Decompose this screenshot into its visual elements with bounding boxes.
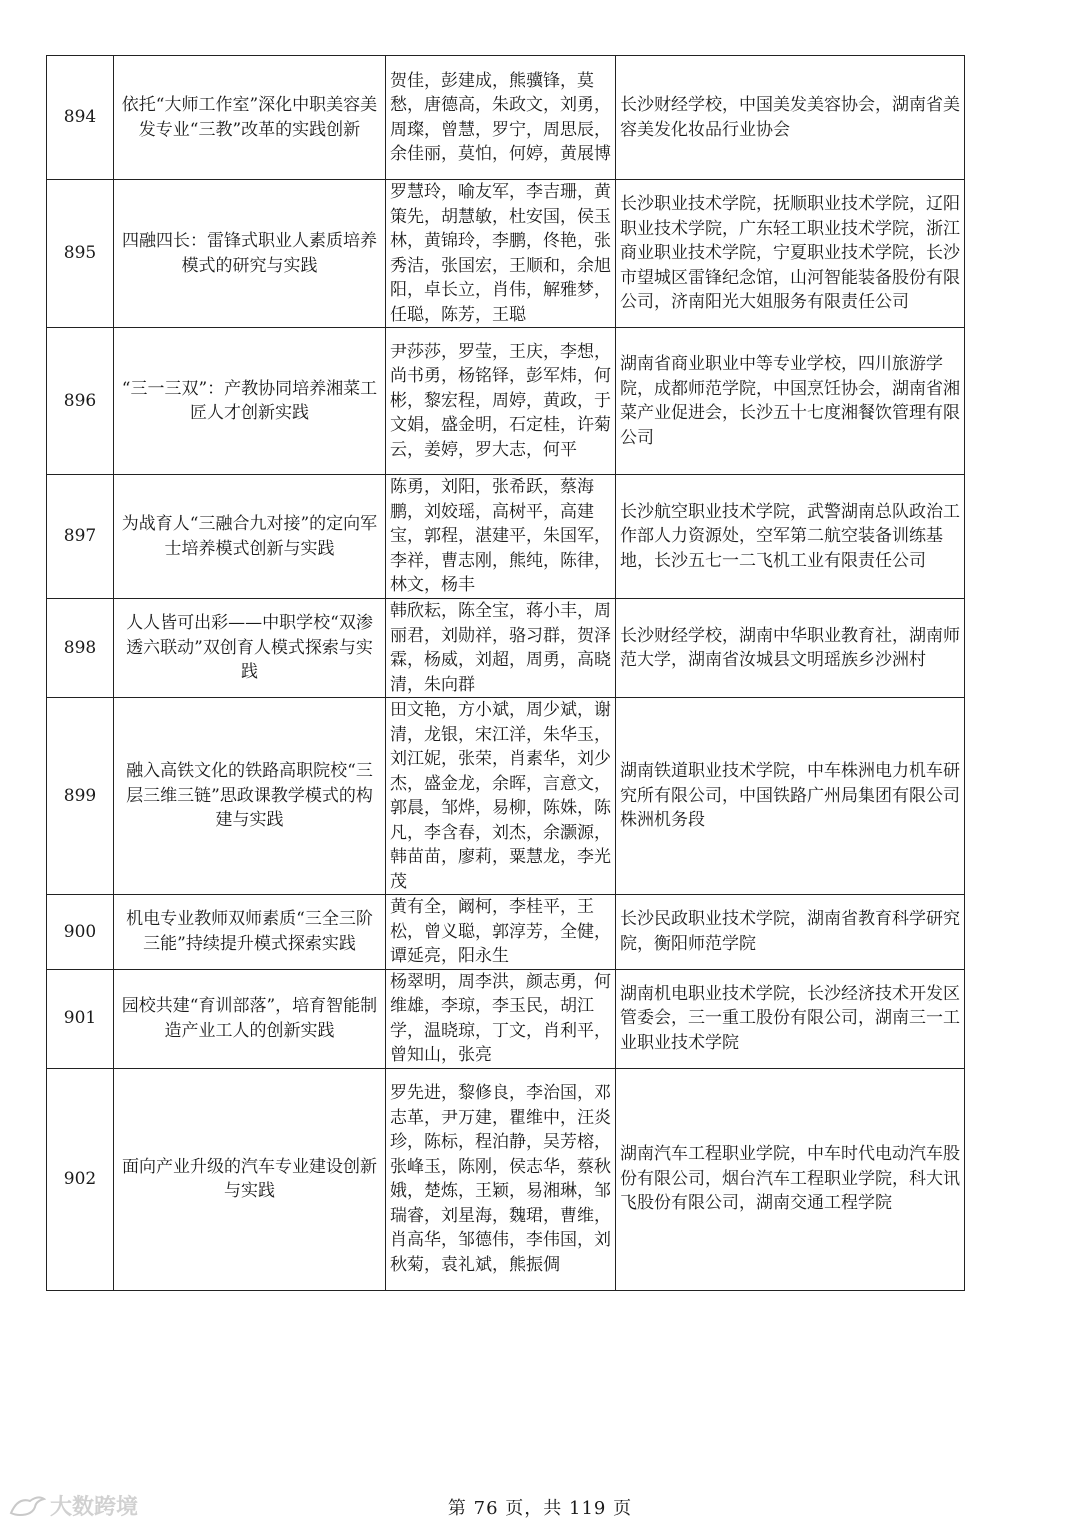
row-number: 898 [47, 599, 114, 698]
row-number: 900 [47, 895, 114, 970]
member-names: 贺佳，彭建成，熊骥锋，莫愁，唐德高，朱政文，刘勇，周璨，曾慧，罗宁，周思辰，余佳丽，莫怕，何婷，黄展博 [390, 70, 611, 164]
project-title: 人人皆可出彩——中职学校“双渗透六联动”双创育人模式探索与实践 [126, 613, 373, 683]
row-number: 901 [47, 969, 114, 1068]
organizations: 长沙职业技术学院，抚顺职业技术学院，辽阳职业技术学院，广东轻工职业技术学院，浙江商业职业技术学院，宁夏职业技术学院，长沙市望城区雷锋纪念馆，山河智能装备股份有限公司，济南阳光大姐服务有限责任公司 [620, 194, 960, 313]
project-title: 园校共建“育训部落”，培育智能制造产业工人的创新实践 [121, 996, 378, 1041]
member-names: 韩欣耘，陈全宝，蒋小丰，周丽君，刘勋祥，骆习群，贺泽霖，杨威，刘超，周勇，高晓清，朱向群 [390, 601, 611, 695]
row-number: 896 [47, 328, 114, 475]
table-row [47, 56, 965, 180]
member-names: 尹莎莎，罗莹，王庆，李想，尚书勇，杨铭铎，彭军炜，何彬，黎宏程，周婷，黄政，于文娟，盛金明，石定桂，许菊云，姜婷，罗大志，何平 [390, 341, 611, 460]
row-number: 895 [47, 180, 114, 328]
row-number: 894 [47, 56, 114, 180]
watermark-text: 大数跨境 [50, 1495, 139, 1520]
organizations: 长沙航空职业技术学院，武警湖南总队政治工作部人力资源处，空军第二航空装备训练基地，长沙五七一二飞机工业有限责任公司 [620, 501, 960, 571]
project-title: 面向产业升级的汽车专业建设创新与实践 [122, 1156, 377, 1201]
row-number: 899 [47, 698, 114, 895]
organizations: 湖南机电职业技术学院，长沙经济技术开发区管委会，三一重工股份有限公司，湖南三一工业职业技术学院 [620, 983, 960, 1053]
table-row [47, 475, 965, 599]
table-row [47, 895, 965, 970]
project-title: 为战育人“三融合九对接”的定向军士培养模式创新与实践 [121, 514, 378, 559]
awards-table [46, 55, 965, 1291]
project-title: 融入高铁文化的铁路高职院校“三层三维三链”思政课教学模式的构建与实践 [126, 761, 373, 831]
table-row [47, 599, 965, 698]
project-title: “三一三双”：产教协同培养湘菜工匠人才创新实践 [121, 378, 378, 423]
table-row [47, 698, 965, 895]
row-number: 897 [47, 475, 114, 599]
table-row [47, 328, 965, 475]
project-title: 机电专业教师双师素质“三全三阶三能”持续提升模式探索实践 [126, 909, 373, 954]
organizations: 长沙财经学校，湖南中华职业教育社，湖南师范大学，湖南省汝城县文明瑶族乡沙洲村 [620, 625, 960, 670]
row-number: 902 [47, 1068, 114, 1290]
member-names: 陈勇，刘阳，张希跃，蔡海鹏，刘姣瑶，高树平，高建宝，郭程，湛建平，朱国军，李祥，曹志刚，熊纯，陈律，林文，杨丰 [390, 477, 611, 596]
organizations: 湖南汽车工程职业学院，中车时代电动汽车股份有限公司，烟台汽车工程职业学院，科大讯飞股份有限公司，湖南交通工程学院 [620, 1144, 960, 1214]
member-names: 罗先进，黎修良，李治国，邓志革，尹万建，瞿维中，汪炎珍，陈标，程泊静，吴芳榕，张峰玉，陈刚，侯志华，蔡秋娥，楚炼，王颖，易湘琳，邹瑞睿，刘星海，魏珺，曹维，肖高华，邹德伟，李伟国，刘秋菊，袁礼斌，熊振倜 [390, 1083, 611, 1275]
table-row [47, 969, 965, 1068]
member-names: 田文艳，方小斌，周少斌，谢清，龙银，宋江洋，朱华玉，刘江妮，张荣，肖素华，刘少杰，盛金龙，余晖，言意文，郭晨，邹烨，易柳，陈姝，陈凡，李含春，刘杰，余灏源，韩苗苗，廖莉，粟慧龙，李光茂 [390, 700, 611, 892]
member-names: 罗慧玲，喻友军，李吉珊，黄策先，胡慧敏，杜安国，侯玉林，黄锦玲，李鹏，佟艳，张秀洁，张国宏，王顺和，余旭阳，卓长立，肖伟，解雅梦，任聪，陈芳，王聪 [390, 182, 611, 325]
organizations: 湖南省商业职业中等专业学校，四川旅游学院，成都师范学院，中国烹饪协会，湖南省湘菜产业促进会，长沙五十七度湘餐饮管理有限公司 [620, 354, 960, 448]
project-title: 四融四长：雷锋式职业人素质培养模式的研究与实践 [122, 231, 377, 276]
organizations: 长沙财经学校，中国美发美容协会，湖南省美容美发化妆品行业协会 [620, 95, 960, 140]
organizations: 长沙民政职业技术学院，湖南省教育科学研究院，衡阳师范学院 [620, 909, 960, 954]
member-names: 黄有全，阚柯，李桂平，王松，曾义聪，郭淳芳，全健，谭延亮，阳永生 [390, 897, 611, 966]
organizations: 湖南铁道职业技术学院，中车株洲电力机车研究所有限公司，中国铁路广州局集团有限公司株洲机务段 [620, 761, 960, 831]
table-row [47, 180, 965, 328]
member-names: 杨翠明，周李洪，颜志勇，何维雄，李琼，李玉民，胡江学，温晓琼，丁文，肖利平，曾知山，张亮 [390, 971, 611, 1065]
page-number: 第 76 页，共 119 页 [447, 1498, 633, 1519]
project-title: 依托“大师工作室”深化中职美容美发专业“三教”改革的实践创新 [121, 95, 378, 140]
table-row [47, 1068, 965, 1290]
